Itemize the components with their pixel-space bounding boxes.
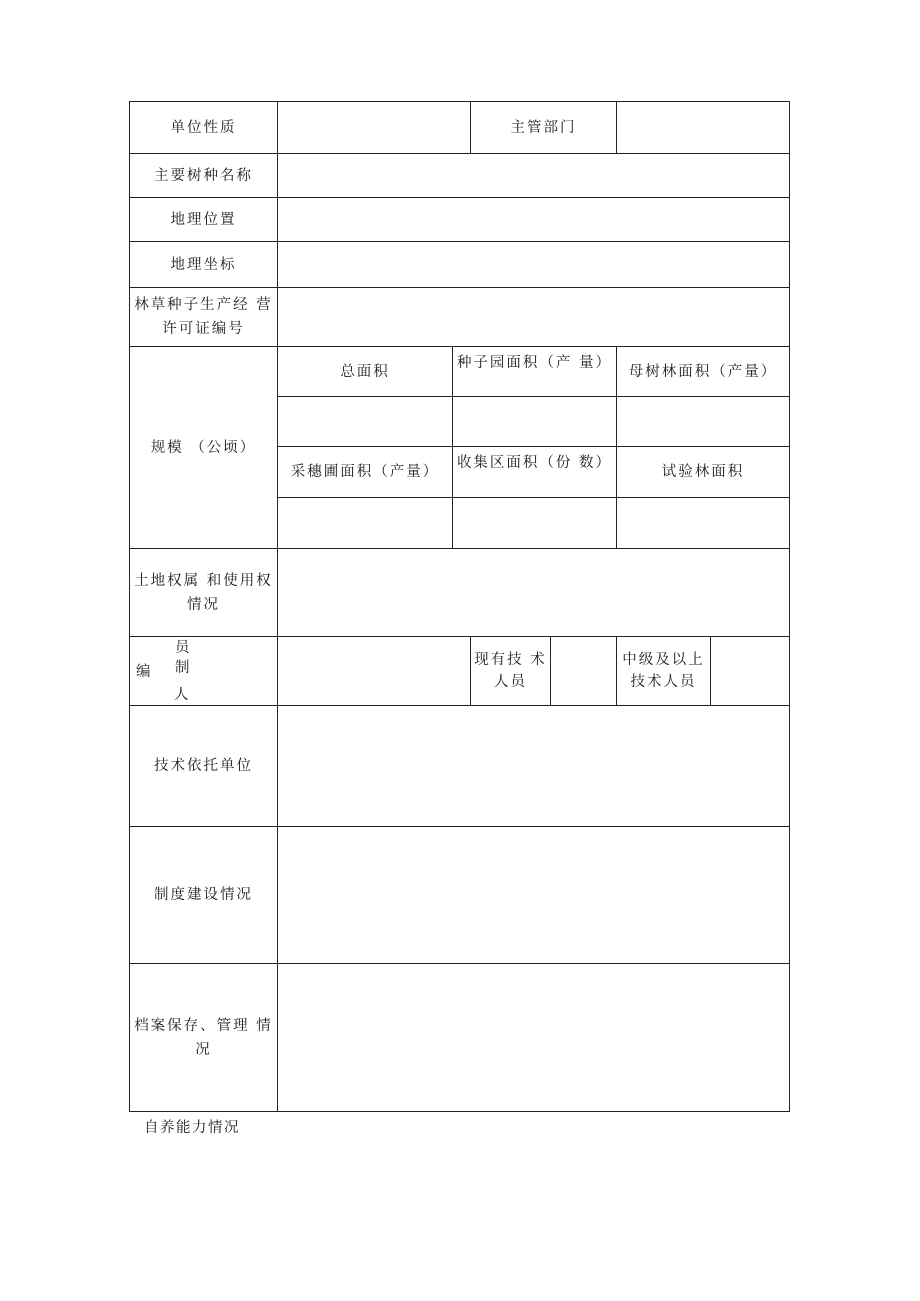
field-unit-nature[interactable] xyxy=(278,102,470,153)
field-staff-count[interactable] xyxy=(278,637,470,705)
field-main-species[interactable] xyxy=(278,154,789,197)
field-competent-dept[interactable] xyxy=(617,102,789,153)
label-collection-area: 收集区面积（份 数） xyxy=(456,455,613,471)
label-staff-ren: 人 xyxy=(174,687,191,703)
label-main-species: 主要树种名称 xyxy=(154,167,253,184)
label-staff-yuan: 员 xyxy=(175,640,192,656)
label-tech-staff xyxy=(471,637,550,705)
label-land-rights-text: 土地权属 和使用权情况 xyxy=(134,572,273,613)
label-archive-mgmt xyxy=(130,964,277,1111)
label-scion-garden: 采穗圃面积（产量） xyxy=(290,464,440,480)
label-total-area: 总面积 xyxy=(340,363,390,380)
footer-self-support: 自养能力情况 xyxy=(144,1120,240,1136)
field-trial-forest[interactable] xyxy=(617,498,789,548)
label-license-no-text: 林草种子生产经 营许可证编号 xyxy=(134,297,273,337)
field-mother-forest[interactable] xyxy=(617,397,789,446)
grid-line xyxy=(789,101,790,1112)
label-geo-location: 地理位置 xyxy=(170,211,237,228)
label-archive-mgmt-text: 档案保存、管理 情况 xyxy=(134,1017,273,1058)
label-tech-staff-text: 现有技 术人员 xyxy=(474,652,547,690)
label-geo-coords: 地理坐标 xyxy=(170,256,237,273)
grid-line xyxy=(129,1111,790,1112)
label-senior-tech xyxy=(617,637,710,705)
label-trial-forest: 试验林面积 xyxy=(661,464,745,480)
label-tech-support: 技术依托单位 xyxy=(154,758,253,774)
label-senior-tech-text: 中级及以上技术人员 xyxy=(622,652,705,690)
field-system-building[interactable] xyxy=(278,827,789,963)
field-scion-garden[interactable] xyxy=(278,498,452,548)
field-license-no[interactable] xyxy=(278,288,789,346)
label-system-building: 制度建设情况 xyxy=(154,887,253,903)
field-land-rights[interactable] xyxy=(278,549,789,636)
label-mother-forest: 母树林面积（产量） xyxy=(628,363,778,380)
field-seed-orchard[interactable] xyxy=(453,397,616,446)
field-tech-staff[interactable] xyxy=(551,637,616,705)
label-staff-bian: 编 xyxy=(136,664,153,680)
field-tech-support[interactable] xyxy=(278,706,789,826)
label-competent-dept: 主管部门 xyxy=(510,119,577,136)
label-land-rights xyxy=(130,549,277,636)
field-senior-tech[interactable] xyxy=(711,637,789,705)
field-geo-location[interactable] xyxy=(278,198,789,241)
field-total-area[interactable] xyxy=(278,397,452,446)
label-unit-nature: 单位性质 xyxy=(170,119,237,136)
field-geo-coords[interactable] xyxy=(278,242,789,287)
field-archive-mgmt[interactable] xyxy=(278,964,789,1111)
label-scale: 规模 （公顷） xyxy=(150,439,257,456)
field-collection-area[interactable] xyxy=(453,498,616,548)
label-staff-zhi: 制 xyxy=(175,660,192,676)
label-license-no xyxy=(130,288,277,346)
label-seed-orchard: 种子园面积（产 量） xyxy=(456,355,613,371)
